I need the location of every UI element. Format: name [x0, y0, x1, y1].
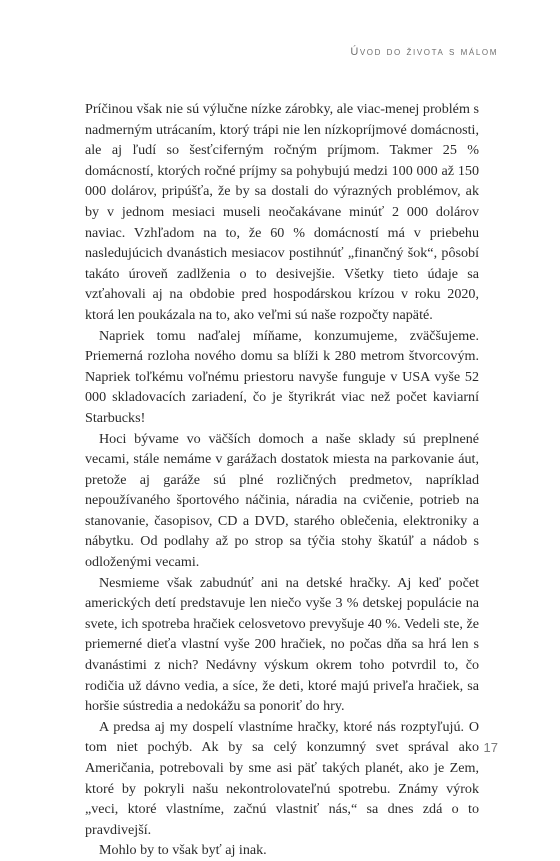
paragraph-3: Hoci bývame vo väčších domoch a naše sklady sú preplnené vecami, stále nemáme v garážach dostatok miesta na parkovanie áut, pretože aj garáže sú plné rozličných predmetov, napríklad nepoužívaného športového náčinia, náradia na cvičenie, potrieb na stanovanie, časopisov, CD a DVD, starého oblečenia, elektroniky a nábytku. Od podlahy až po strop sa týčia stohy škatúľ a nádob s odloženými vecami.: [85, 430, 479, 571]
body-text: [85, 99, 479, 861]
running-header: Úvod do života s málom: [350, 46, 498, 58]
paragraph-6: Mohlo by to však byť aj inak.: [99, 842, 267, 859]
paragraph-4: Nesmieme však zabudnúť ani na detské hračky. Aj keď počet amerických detí predstavuje len niečo vyše 3 % detskej populácie na svete, ich spotreba hračiek celosvetovo prevyšuje 40 %. Vedeli ste, že priemerné dieťa vlastní vyše 200 hračiek, no počas dňa sa hrá len s dvanástimi z nich? Nedávny výskum okrem toho potvrdil to, čo rodičia už dávno vedia, a síce, že deti, ktoré majú priveľa hračiek, sa horšie sústredia a nedokážu sa ponoriť do hry.: [85, 574, 479, 715]
paragraph-1: Príčinou však nie sú výlučne nízke zárobky, ale viac-menej problém s nadmerným utrácaním, ktorý trápi nie len nízkopríjmové domácnosti, ale aj ľudí so šesťciferným ročným príjmom. Takmer 25 % domácností, ktorých ročné príjmy sa pohybujú medzi 100 000 až 150 000 dolárov, pripúšťa, že by sa dostali do výrazných problémov, ak by v jednom mesiaci museli neočakávane minúť 2 000 dolárov naviac. Vzhľadom na to, že 60 % domácností má v priebehu nasledujúcich dvanástich mesiacov postihnúť „finančný šok“, pôsobí takáto úroveň zadlženia o to desivejšie. Všetky tieto údaje sa vzťahovali aj na obdobie pred hospodárskou krízou v roku 2020, ktorá len poukázala na to, ako veľmi sú naše rozpočty napäté.: [85, 101, 479, 323]
paragraph-5: A predsa aj my dospelí vlastníme hračky, ktoré nás rozptyľujú. O tom niet pochýb. Ak by sa celý konzumný svet správal ako Američania, potrebovali by sme asi päť takých planét, ako je Zem, ktoré by pokryli našu nekontrolovateľnú spotrebu. Známy výrok „veci, ktoré vlastníme, začnú vlastniť nás,“ sa dnes zdá o to pravdivejší.: [85, 718, 479, 838]
page-number: 17: [483, 740, 498, 755]
paragraph-2: Napriek tomu naďalej míňame, konzumujeme, zväčšujeme. Priemerná rozloha nového domu sa blíži k 280 metrom štvorcovým. Napriek toľkému voľnému priestoru navyše funguje v USA vyše 52 000 skladovacích zariadení, čo je štyrikrát viac než počet kaviarní Starbucks!: [85, 327, 479, 426]
